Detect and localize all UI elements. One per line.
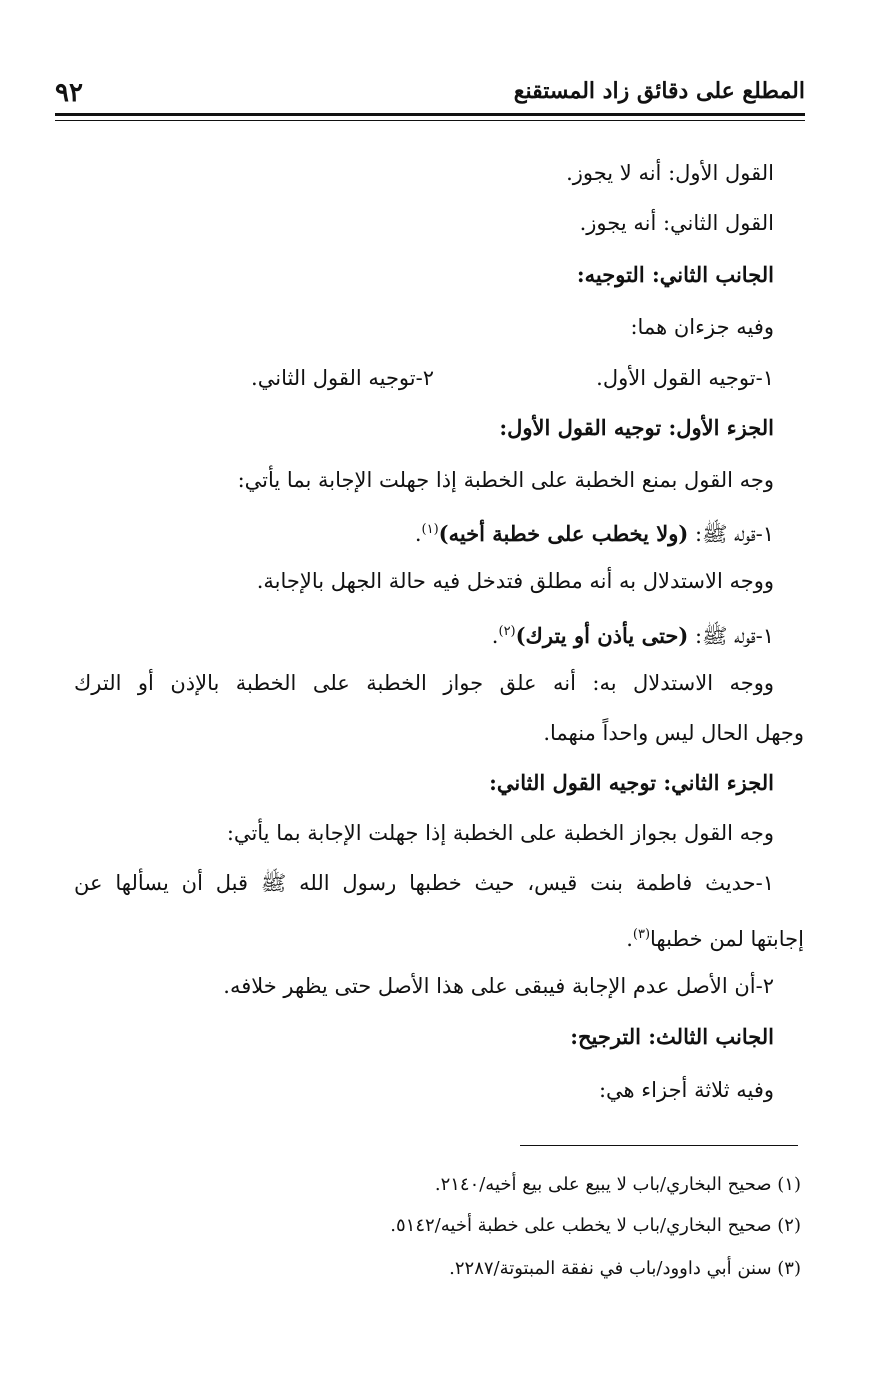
footnote-ref: (٢) xyxy=(498,624,516,639)
hadith-quote: (ولا يخطب على خطبة أخيه) xyxy=(438,521,689,546)
punctuation: . xyxy=(414,522,422,546)
section-heading: الجانب الثالث: الترجيح: xyxy=(570,1024,774,1049)
paragraph-line: ووجه الاستدلال به: أنه علق جواز الخطبة على الخطبة بالإذن أو الترك xyxy=(74,671,774,695)
subsection-heading: الجزء الثاني: توجيه القول الثاني: xyxy=(489,770,774,795)
paragraph-text: إجابتها لمن خطبها xyxy=(650,927,804,951)
paragraph-line: وفيه جزءان هما: xyxy=(630,315,774,339)
footnote-ref: (١) xyxy=(421,522,439,537)
header-rule-thick xyxy=(55,113,805,116)
paragraph-line: ١-حديث فاطمة بنت قيس، حيث خطبها رسول الله ﷺ قبل أن يسألها عن xyxy=(74,871,774,895)
paragraph-line: وجه القول بجواز الخطبة على الخطبة إذا جهلت الإجابة بما يأتي: xyxy=(226,821,774,845)
paragraph-line: القول الأول: أنه لا يجوز. xyxy=(566,161,774,185)
hadith-quote: (حتى يأذن أو يترك) xyxy=(515,623,689,648)
punctuation: . xyxy=(626,927,633,951)
paragraph-line: ووجه الاستدلال به أنه مطلق فتدخل فيه حالة الجهل بالإجابة. xyxy=(256,569,774,593)
page-header xyxy=(55,78,805,108)
footnote: (١) صحيح البخاري/باب لا يبيع على بيع أخيه/٢١٤٠. xyxy=(434,1174,801,1195)
hadith-line xyxy=(492,617,774,651)
hadith-line xyxy=(415,515,774,549)
paragraph-line: وجه القول بمنع الخطبة على الخطبة إذا جهلت الإجابة بما يأتي: xyxy=(237,468,774,492)
paragraph-line: وفيه ثلاثة أجزاء هي: xyxy=(598,1078,774,1102)
list-item: ٢-أن الأصل عدم الإجابة فيبقى على هذا الأصل حتى يظهر خلافه. xyxy=(223,974,774,998)
footnote: (٣) سنن أبي داوود/باب في نفقة المبتوتة/٢٢٨٧. xyxy=(449,1258,801,1279)
list-item: ١-توجيه القول الأول. xyxy=(596,366,774,390)
subsection-heading: الجزء الأول: توجيه القول الأول: xyxy=(499,415,774,440)
footnote: (٢) صحيح البخاري/باب لا يخطب على خطبة أخيه/٥١٤٢. xyxy=(390,1215,801,1236)
paragraph-line xyxy=(626,920,804,954)
page-number: ٩٢ xyxy=(55,78,83,108)
running-title: المطلع على دقائق زاد المستقنع xyxy=(513,78,805,104)
header-rule-thin xyxy=(55,120,805,121)
list-item: ٢-توجيه القول الثاني. xyxy=(251,366,434,390)
footnote-ref: (٣) xyxy=(632,927,651,942)
paragraph-line: وجهل الحال ليس واحداً منهما. xyxy=(543,721,804,745)
footnote-separator xyxy=(520,1145,798,1146)
section-heading: الجانب الثاني: التوجيه: xyxy=(576,262,774,287)
hadith-intro: ١-قوله ﷺ: xyxy=(688,624,774,648)
punctuation: . xyxy=(491,624,499,648)
paragraph-line: القول الثاني: أنه يجوز. xyxy=(579,211,774,235)
hadith-intro: ١-قوله ﷺ: xyxy=(688,522,774,546)
